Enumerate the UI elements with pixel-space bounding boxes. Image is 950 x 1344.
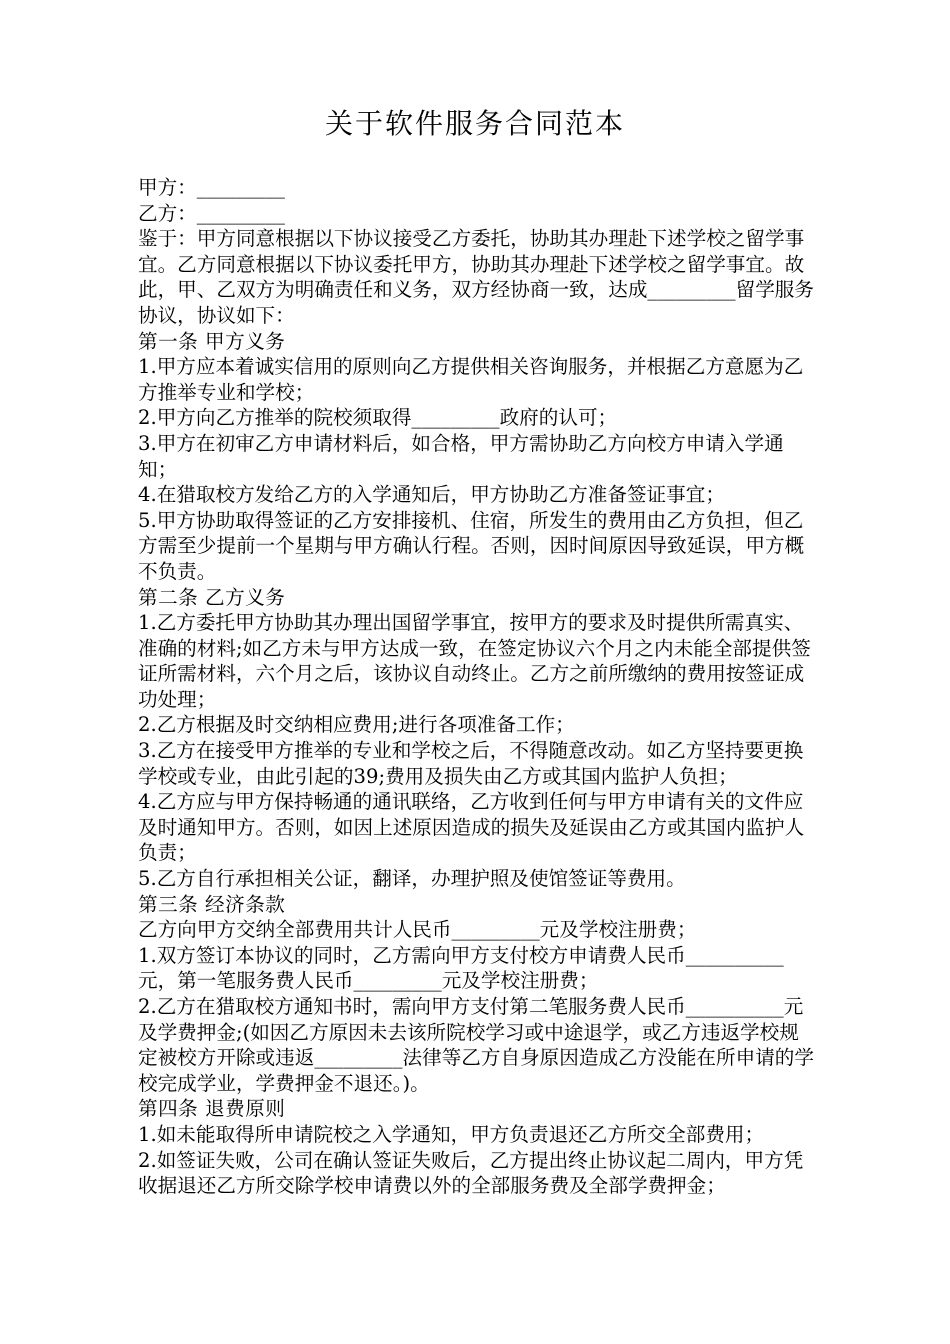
clause: 4.在猎取校方发给乙方的入学通知后，甲方协助乙方准备签证事宜； <box>138 483 725 507</box>
clause: 2.乙方根据及时交纳相应费用;进行各项准备工作； <box>138 713 575 737</box>
document-title: 关于软件服务合同范本 <box>324 107 625 140</box>
clause: 2.乙方在猎取校方通知书时，需向甲方支付第二笔服务费人民币__________元及学费押金;(如因乙方原因未去该所院校学习或中途退学，或乙方违返学校规定被校方开除或违返_________法律等乙方自身原因造成乙方没能在所申请的学校完成学业，学费押金不退还。)。 <box>138 995 814 1095</box>
clause: 4.乙方应与甲方保持畅通的通讯联络，乙方收到任何与甲方申请有关的文件应及时通知甲方。否则，如因上述原因造成的损失及延误由乙方或其国内监护人负责； <box>138 790 805 865</box>
section-heading: 第三条 经济条款 <box>138 892 286 916</box>
clause: 2.如签证失败，公司在确认签证失败后，乙方提出终止协议起二周内，甲方凭收据退还乙方所交除学校申请费以外的全部服务费及全部学费押金； <box>138 1148 804 1198</box>
clause: 1.乙方委托甲方协助其办理出国留学事宜，按甲方的要求及时提供所需真实、准确的材料;如乙方未与甲方达成一致，在签定协议六个月之内未能全部提供签证所需材料，六个月之后，该协议自动终止。乙方之前所缴纳的费用按签证成功处理； <box>138 611 811 711</box>
section-heading: 第一条 甲方义务 <box>138 329 286 353</box>
clause: 3.甲方在初审乙方申请材料后，如合格，甲方需协助乙方向校方申请入学通知； <box>138 431 784 481</box>
clause: 1.如未能取得所申请院校之入学通知，甲方负责退还乙方所交全部费用； <box>138 1122 765 1146</box>
party-b-line: 乙方：_________ <box>138 201 285 225</box>
clause: 5.甲方协助取得签证的乙方安排接机、住宿，所发生的费用由乙方负担，但乙方需至少提前一个星期与甲方确认行程。否则，因时间原因导致延误，甲方概不负责。 <box>138 508 805 583</box>
clause: 1.双方签订本协议的同时，乙方需向甲方支付校方申请费人民币__________元，第一笔服务费人民币_________元及学校注册费； <box>138 943 784 993</box>
clause: 乙方向甲方交纳全部费用共计人民币_________元及学校注册费； <box>138 918 697 942</box>
clause: 3.乙方在接受甲方推举的专业和学校之后，不得随意改动。如乙方坚持要更换学校或专业，由此引起的39;费用及损失由乙方或其国内监护人负担； <box>138 739 804 788</box>
section-heading: 第二条 乙方义务 <box>138 585 286 609</box>
party-a-line: 甲方：_________ <box>138 176 285 199</box>
clause: 2.甲方向乙方推举的院校须取得_________政府的认可； <box>138 406 618 430</box>
whereas-paragraph: 鉴于：甲方同意根据以下协议接受乙方委托，协助其办理赴下述学校之留学事宜。乙方同意根据以下协议委托甲方，协助其办理赴下述学校之留学事宜。故此，甲、乙双方为明确责任和义务，双方经协商一致，达成_________留学服务协议，协议如下： <box>138 227 814 327</box>
clause: 1.甲方应本着诚实信用的原则向乙方提供相关咨询服务，并根据乙方意愿为乙方推举专业和学校； <box>138 355 804 404</box>
section-heading: 第四条 退费原则 <box>138 1097 286 1121</box>
document-body <box>138 175 818 1199</box>
clause: 5.乙方自行承担相关公证，翻译，办理护照及使馆签证等费用。 <box>138 867 686 891</box>
